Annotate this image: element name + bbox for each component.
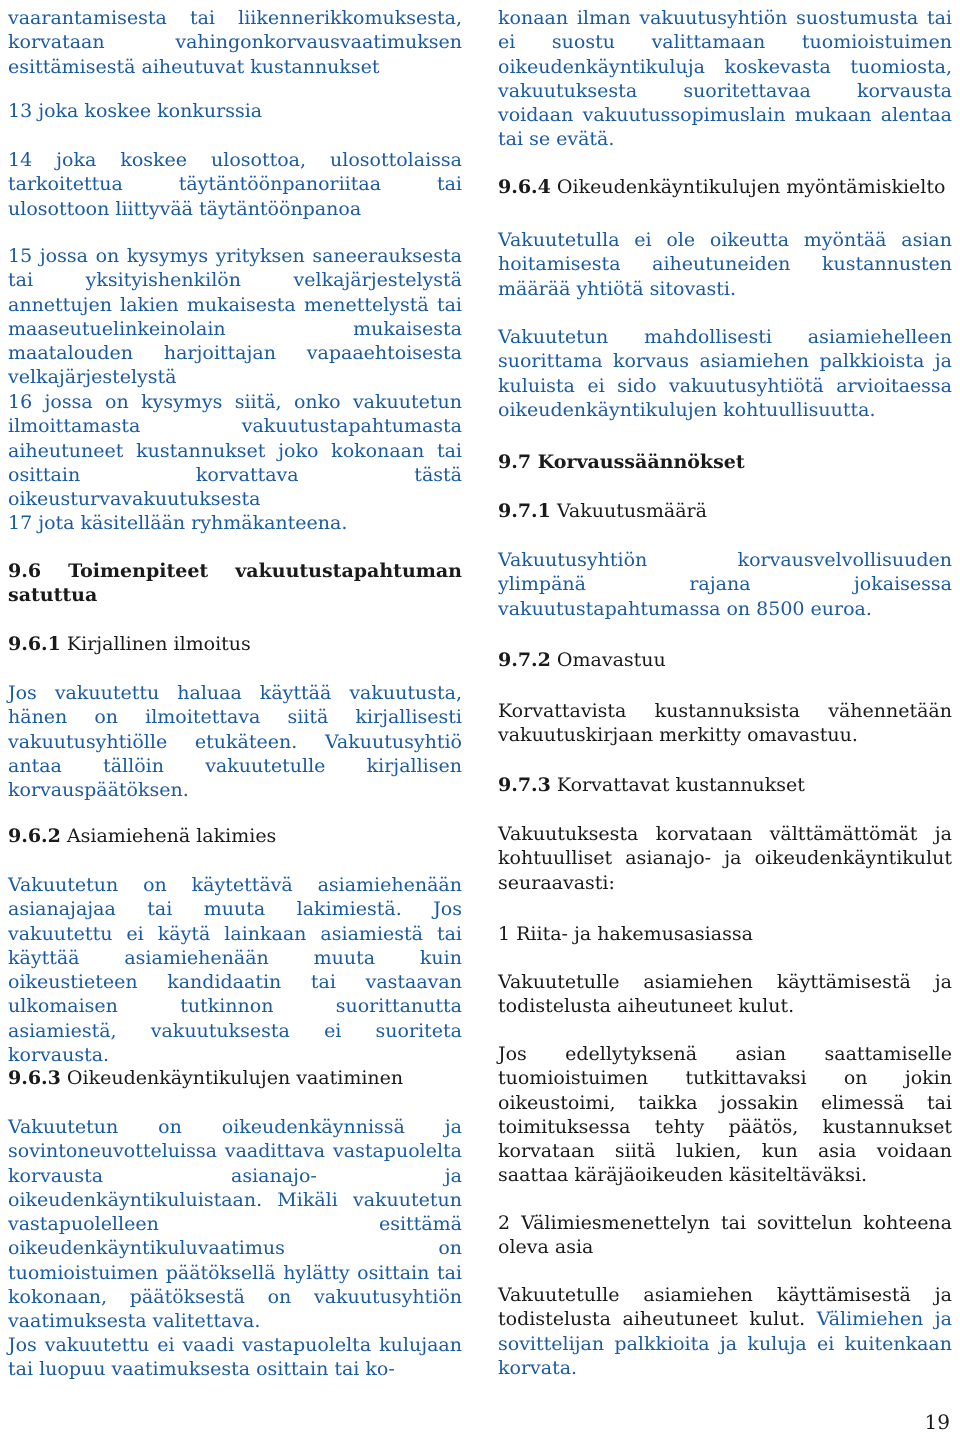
paragraph-9-6-1: Jos vakuutettu haluaa käyttää vakuutusta, hänen on ilmoitettava siitä kirjallisesti vakuutusyhtiölle etukäteen. Vakuutusyhtiö antaa tällöin vakuutetulle kirjallisen korvauspäätöksen. xyxy=(8,682,462,802)
paragraph-9-7-1: Vakuutusyhtiön korvausvelvollisuuden ylimpänä rajana jokaisessa vakuutustapahtumassa on 8500 euroa. xyxy=(498,549,952,620)
heading-text: Oikeudenkäyntikulujen myöntämiskielto xyxy=(550,176,946,198)
paragraph-item-1a: Vakuutetulle asiamiehen käyttämisestä ja todistelusta aiheutuneet kulut. xyxy=(498,971,952,1018)
paragraph-item-2-blue: Välimiehen ja sovittelijan palkkioita ja kuluja ei kuitenkaan korvata. xyxy=(498,1308,952,1379)
page-number: 19 xyxy=(924,1410,950,1434)
heading-number: 9.7.1 xyxy=(498,500,551,522)
heading-text: Omavastuu xyxy=(550,649,666,671)
heading-9-6-4 xyxy=(498,175,952,199)
paragraph-9-6-2: Vakuutetun on käytettävä asiamiehenään asianajajaa tai muuta lakimiestä. Jos vakuutettu ei käytä lainkaan asiamiestä tai käyttää asiamiehenään muuta kuin oikeustieteen kandidaatin tai vastaavan ulkomaisen tutkinnon suorittanutta asiamiestä, vakuutuksesta ei suoriteta korvausta. xyxy=(8,874,462,1067)
heading-text: Asiamiehenä lakimies xyxy=(60,825,277,847)
paragraph-9-7-2: Korvattavista kustannuksista vähennetään vakuutuskirjaan merkitty omavastuu. xyxy=(498,700,952,747)
list-item-2: 2 Välimiesmenettelyn tai sovittelun kohteena oleva asia xyxy=(498,1212,952,1259)
paragraph-9-7-3: Vakuutuksesta korvataan välttämättömät ja kohtuulliset asianajo- ja oikeudenkäyntikulut seuraavasti: xyxy=(498,823,952,894)
list-item-1: 1 Riita- ja hakemusasiassa xyxy=(498,923,753,945)
heading-9-6-3 xyxy=(8,1066,462,1090)
paragraph-9-6-4a: Vakuutetulla ei ole oikeutta myöntää asian hoitamisesta aiheutuneiden kustannusten määrää yhtiötä sitovasti. xyxy=(498,229,952,300)
list-item-14: 14 joka koskee ulosottoa, ulosottolaissa tarkoitettua täytäntöönpanoriitaa tai ulosottoon liittyvää täytäntöönpanoa xyxy=(8,149,462,220)
list-item-16: 16 jossa on kysymys siitä, onko vakuutetun ilmoittamasta vakuutustapahtumasta aiheutuneet kustannukset joko kokonaan tai osittain korvattava tästä oikeusturvavakuutuksesta xyxy=(8,391,462,511)
heading-9-7-3 xyxy=(498,773,952,797)
heading-number: 9.6.3 xyxy=(8,1067,61,1089)
paragraph-item-1b: Jos edellytyksenä asian saattamiselle tuomioistuimen tutkittavaksi on jokin oikeustoimi, taikka jossakin elimessä tai toimituksessa tehty päätös, kustannukset korvataan siitä lukien, kun asia voidaan saattaa käräjäoikeuden käsiteltäväksi. xyxy=(498,1043,952,1187)
paragraph-9-6-4b: Vakuutetun mahdollisesti asiamiehelleen suorittama korvaus asiamiehen palkkioista ja kuluista ei sido vakuutusyhtiötä arvioitaessa oikeudenkäyntikulujen kohtuullisuutta. xyxy=(498,326,952,421)
intro-paragraph: vaarantamisesta tai liikennerikkomuksesta, korvataan vahingonkorvausvaatimuksen esittämisestä aiheutuvat kustannukset xyxy=(8,7,462,78)
paragraph-continued: konaan ilman vakuutusyhtiön suostumusta tai ei suostu valittamaan tuomioistuimen oikeudenkäyntikuluja koskevasta tuomiosta, vakuutuksesta suoritettavaa korvausta voidaan vakuutussopimuslain mukaan alentaa tai se evätä. xyxy=(498,7,952,151)
heading-number: 9.6.4 xyxy=(498,176,551,198)
heading-9-7: 9.7 Korvaussäännökset xyxy=(498,451,745,473)
paragraph-9-6-3a: Vakuutetun on oikeudenkäynnissä ja sovintoneuvotteluissa vaadittava vastapuolelta korvausta asianajo- ja oikeudenkäyntikuluistaan. Mikäli vakuutetun vastapuolelleen esittämä oikeudenkäyntikuluvaatimus on tuomioistuimen päätöksellä hylätty osittain tai kokonaan, päätöksestä on vakuutusyhtiön vaatimuksesta valitettava. xyxy=(8,1116,462,1333)
paragraph-item-2-black: Vakuutetulle asiamiehen käyttämisestä ja todistelusta aiheutuneet kulut. xyxy=(498,1284,952,1331)
list-item-15: 15 jossa on kysymys yrityksen saneerauksesta tai yksityishenkilön velkajärjestelystä annettujen lakien mukaisesta menettelystä tai maaseutuelinkeinolain mukaisesta maatalouden harjoittajan vapaaehtoisesta velkajärjestelystä xyxy=(8,245,462,389)
heading-9-7-2 xyxy=(498,648,952,672)
heading-number: 9.6.2 xyxy=(8,825,61,847)
heading-number: 9.7.3 xyxy=(498,774,551,796)
list-item-17: 17 jota käsitellään ryhmäkanteena. xyxy=(8,512,348,534)
paragraph-9-6-3b: Jos vakuutettu ei vaadi vastapuolelta kulujaan tai luopuu vaatimuksesta osittain tai ko- xyxy=(8,1334,462,1381)
list-item-13: 13 joka koskee konkurssia xyxy=(8,100,263,122)
heading-text: Vakuutusmäärä xyxy=(550,500,707,522)
heading-9-6: 9.6 Toimenpiteet vakuutustapahtuman satuttua xyxy=(8,560,462,607)
heading-9-6-2 xyxy=(8,824,462,848)
heading-text: Korvattavat kustannukset xyxy=(550,774,805,796)
heading-text: Oikeudenkäyntikulujen vaatiminen xyxy=(60,1067,404,1089)
heading-number: 9.6.1 xyxy=(8,633,61,655)
paragraph-item-2 xyxy=(498,1283,952,1380)
heading-9-6-1 xyxy=(8,632,462,656)
heading-number: 9.7.2 xyxy=(498,649,551,671)
heading-9-7-1 xyxy=(498,499,952,523)
heading-text: Kirjallinen ilmoitus xyxy=(60,633,251,655)
